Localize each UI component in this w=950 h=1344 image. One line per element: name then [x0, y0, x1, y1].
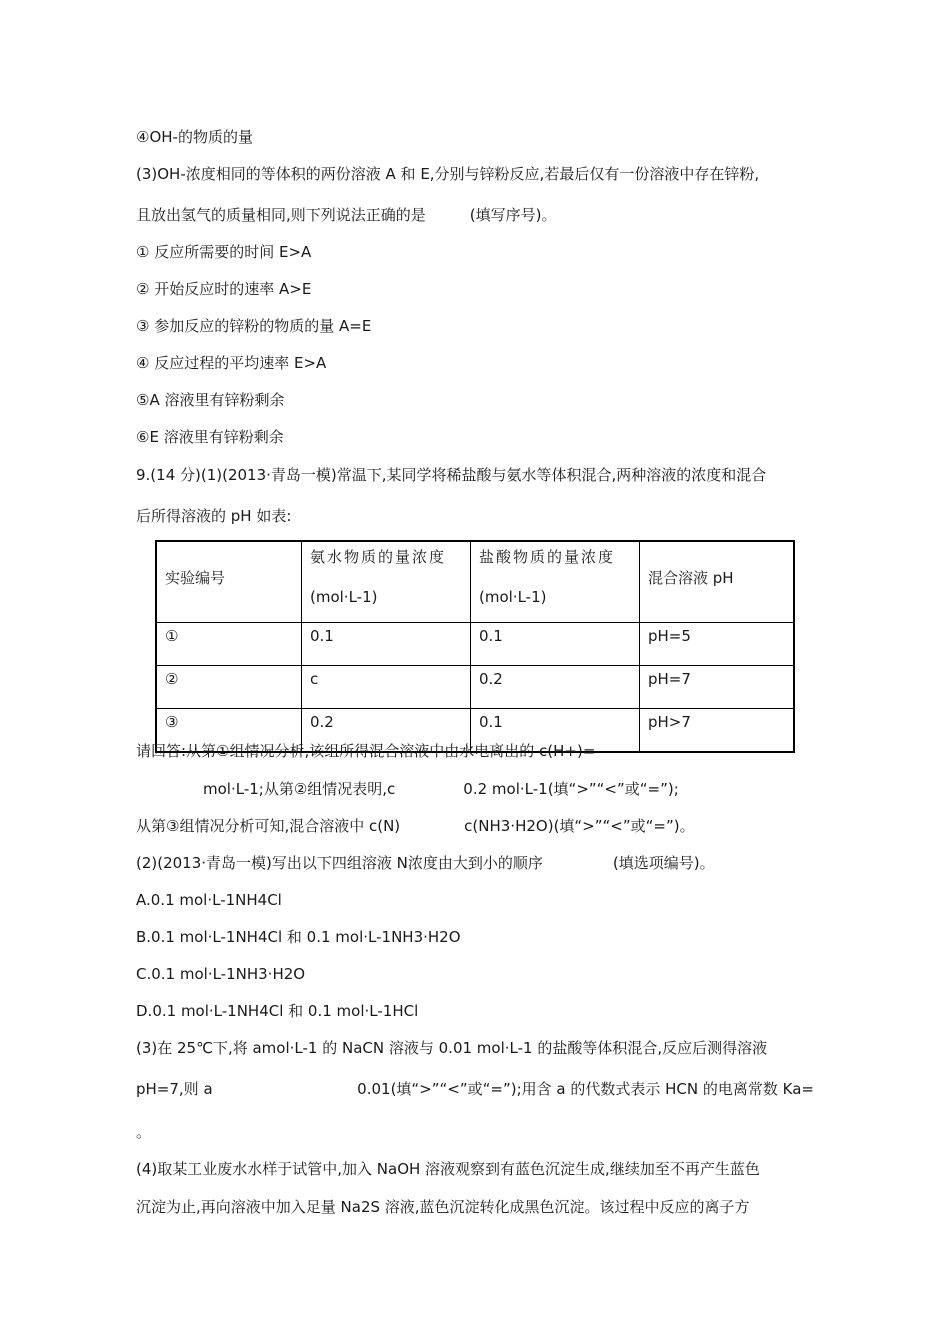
text-segment: (填写序号)。: [469, 206, 557, 224]
option-c: C.0.1 mol·L-1NH3·H2O: [136, 965, 306, 983]
table-cell: pH>7: [640, 709, 795, 753]
question-3-text: (3)OH-浓度相同的等体积的两份溶液 A 和 E,分别与锌粉反应,若最后仅有一份溶液中存在锌粉,: [136, 165, 760, 183]
text-line: 沉淀为止,再向溶液中加入足量 Na2S 溶液,蓝色沉淀转化成黑色沉淀。该过程中反应的离子方: [136, 1198, 750, 1216]
text-line: ④OH-的物质的量: [136, 128, 253, 146]
table-cell: 0.1: [471, 709, 640, 753]
table-header-cell: 氨水物质的量浓度 (mol·L-1): [302, 541, 471, 623]
table-cell: pH=7: [640, 666, 795, 709]
option-4: ④ 反应过程的平均速率 E>A: [136, 354, 327, 372]
text-line: [203, 779, 679, 799]
option-1: ① 反应所需要的时间 E>A: [136, 243, 312, 261]
option-d: D.0.1 mol·L-1NH4Cl 和 0.1 mol·L-1HCl: [136, 1002, 419, 1020]
option-a: A.0.1 mol·L-1NH4Cl: [136, 891, 282, 909]
table-cell: ③: [156, 709, 302, 753]
option-6: ⑥E 溶液里有锌粉剩余: [136, 428, 284, 446]
data-table: [155, 540, 795, 753]
table-cell: 0.2: [471, 666, 640, 709]
table-row: [156, 623, 794, 666]
text-segment: mol·L-1;从第②组情况表明,c: [203, 780, 396, 798]
text-segment: (2)(2013·青岛一模)写出以下四组溶液 N浓度由大到小的顺序: [136, 854, 543, 872]
table-cell: ②: [156, 666, 302, 709]
table-cell: 0.1: [471, 623, 640, 666]
text-segment: 0.01(填“>”“<”或“=”);用含 a 的代数式表示 HCN 的电离常数 Ka=: [357, 1080, 814, 1098]
table-cell: 0.2: [302, 709, 471, 753]
text-line: 请回答:从第①组情况分析,该组所得混合溶液中由水电离出的 c(H+)=: [136, 742, 596, 760]
text-line: (3)在 25℃下,将 amol·L-1 的 NaCN 溶液与 0.01 mol·L-1 的盐酸等体积混合,反应后测得溶液: [136, 1039, 768, 1057]
option-3: ③ 参加反应的锌粉的物质的量 A=E: [136, 317, 372, 335]
text-line: [136, 1079, 814, 1099]
text-line: 后所得溶液的 pH 如表:: [136, 507, 292, 525]
table-cell: c: [302, 666, 471, 709]
table-header-row: [156, 541, 794, 623]
text-segment: 从第③组情况分析可知,混合溶液中 c(N): [136, 817, 401, 835]
text-segment: (填选项编号)。: [612, 854, 715, 872]
text-line: 。: [136, 1123, 152, 1141]
option-b: B.0.1 mol·L-1NH4Cl 和 0.1 mol·L-1NH3·H2O: [136, 928, 461, 946]
table-cell: pH=5: [640, 623, 795, 666]
text-segment: c(NH3·H2O)(填“>”“<”或“=”)。: [464, 817, 695, 835]
table-row: [156, 666, 794, 709]
table-header-cell: 混合溶液 pH: [640, 541, 795, 623]
table-cell: ①: [156, 623, 302, 666]
option-2: ② 开始反应时的速率 A>E: [136, 280, 312, 298]
table-cell: 0.1: [302, 623, 471, 666]
question-9-text: 9.(14 分)(1)(2013·青岛一模)常温下,某同学将稀盐酸与氨水等体积混合,两种溶液的浓度和混合: [136, 466, 767, 484]
text-segment: 0.2 mol·L-1(填“>”“<”或“=”);: [463, 780, 679, 798]
table-header-cell: 实验编号: [156, 541, 302, 623]
question-4-text: (4)取某工业废水水样于试管中,加入 NaOH 溶液观察到有蓝色沉淀生成,继续加至不再产生蓝色: [136, 1160, 760, 1178]
text-line: [136, 853, 715, 873]
table-header-cell: 盐酸物质的量浓度 (mol·L-1): [471, 541, 640, 623]
text-line: [136, 205, 557, 225]
text-segment: 且放出氢气的质量相同,则下列说法正确的是: [136, 206, 426, 224]
text-segment: pH=7,则 a: [136, 1080, 213, 1098]
text-line: [136, 816, 695, 836]
option-5: ⑤A 溶液里有锌粉剩余: [136, 391, 285, 409]
